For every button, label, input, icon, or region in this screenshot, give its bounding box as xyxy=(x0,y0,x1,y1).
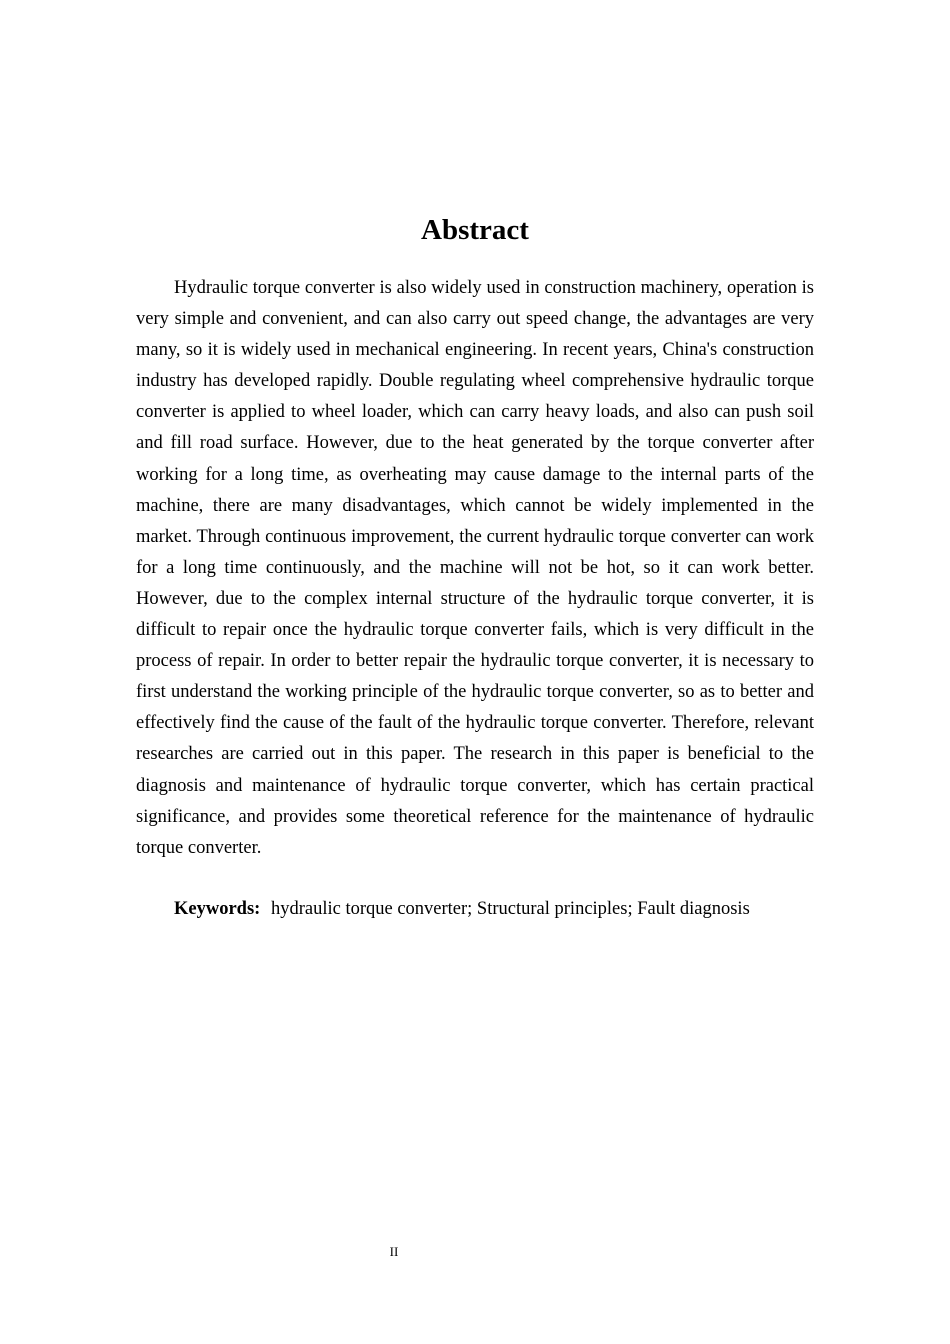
page-number: II xyxy=(389,1244,399,1259)
abstract-body: Hydraulic torque converter is also widely used in construction machinery, operation is very simple and convenient, and can also carry out speed change, the advantages are very many, so it is widely used in mechanical engineering. In recent years, China's construction industry has developed rapidly. Double regulating wheel comprehensive hydraulic torque converter is applied to wheel loader, which can carry heavy loads, and also can push soil and fill road surface. However, due to the heat generated by the torque converter after working for a long time, as overheating may cause damage to the internal parts of the machine, there are many disadvantages, which cannot be widely implemented in the market. Through continuous improvement, the current hydraulic torque converter can work for a long time continuously, and the machine will not be hot, so it can work better. However, due to the complex internal structure of the hydraulic torque converter, it is difficult to repair once the hydraulic torque converter fails, which is very difficult in the process of repair. In order to better repair the hydraulic torque converter, it is necessary to first understand the working principle of the hydraulic torque converter, so as to better and effectively find the cause of the fault of the hydraulic torque converter. Therefore, relevant researches are carried out in this paper. The research in this paper is beneficial to the diagnosis and maintenance of hydraulic torque converter, which has certain practical significance, and provides some theoretical reference for the maintenance of hydraulic torque converter. xyxy=(136,278,814,858)
keywords-line xyxy=(174,894,814,925)
abstract-title: Abstract xyxy=(421,214,529,246)
keywords-text: hydraulic torque converter; Structural principles; Fault diagnosis xyxy=(270,899,750,919)
keywords-label: Keywords: xyxy=(174,899,261,919)
